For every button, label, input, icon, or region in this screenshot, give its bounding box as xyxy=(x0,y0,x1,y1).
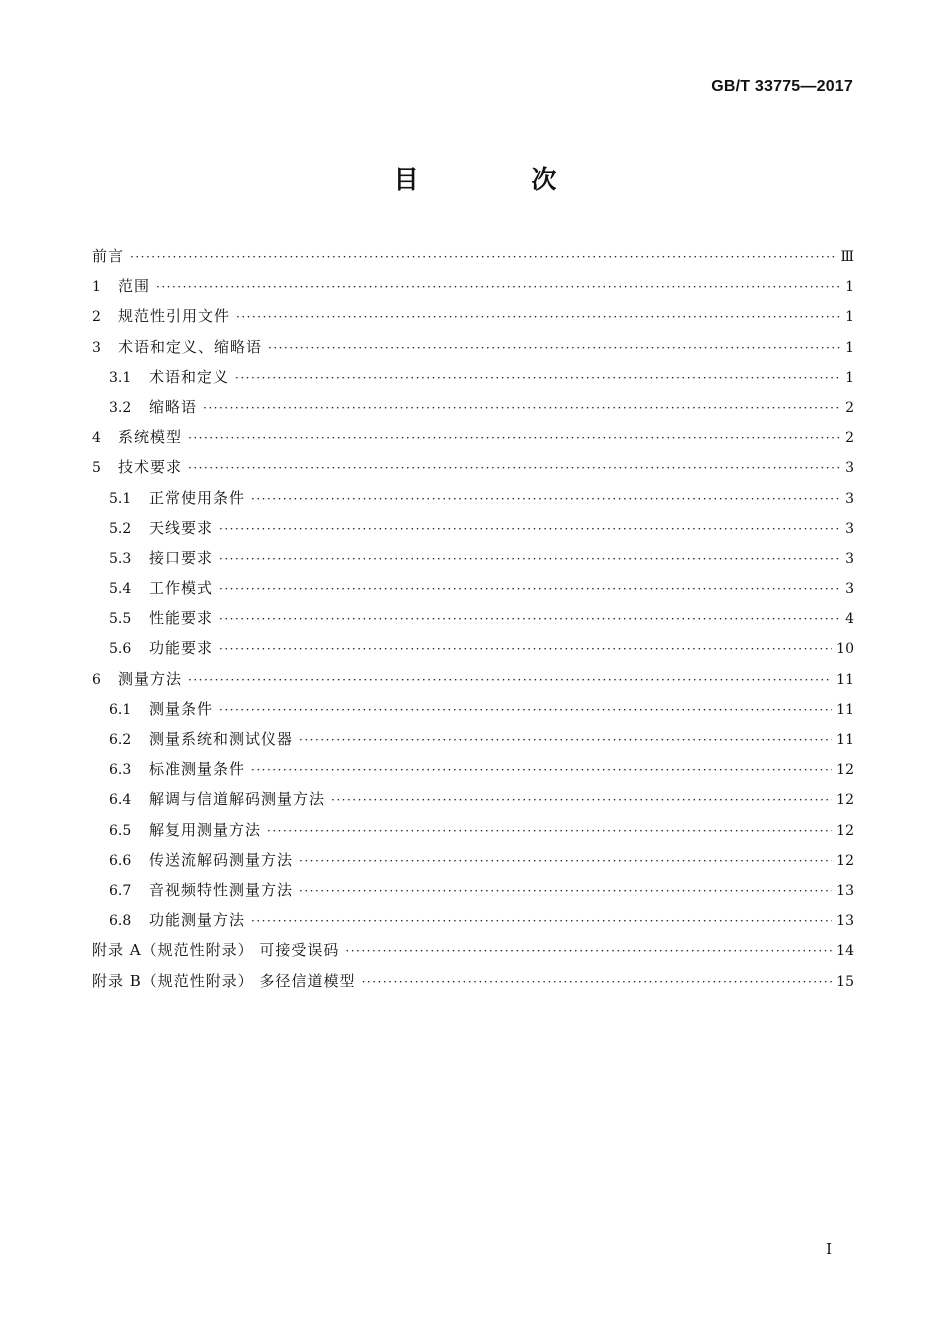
toc-dot-leader xyxy=(267,816,832,846)
toc-dot-leader xyxy=(299,876,832,906)
toc-entry-label: 标准测量条件 xyxy=(149,760,246,779)
toc-entry[interactable] xyxy=(92,452,854,482)
toc-dot-leader xyxy=(251,484,840,514)
toc-entry-number: 3.2 xyxy=(109,399,132,416)
toc-dot-leader xyxy=(130,242,836,272)
toc-entry-label: 功能测量方法 xyxy=(149,911,246,930)
toc-entry-number: 5.1 xyxy=(109,490,132,507)
toc-entry[interactable] xyxy=(92,784,854,814)
toc-entry[interactable] xyxy=(92,392,854,422)
toc-entry-page: 3 xyxy=(845,490,854,507)
toc-dot-leader xyxy=(362,967,833,997)
toc-entry[interactable] xyxy=(92,422,854,452)
toc-entry-page: 3 xyxy=(845,520,854,537)
toc-dot-leader xyxy=(251,906,832,936)
toc-dot-leader xyxy=(235,363,840,393)
toc-dot-leader xyxy=(251,755,832,785)
toc-entry-page: 13 xyxy=(836,882,854,899)
toc-entry-number: 3 xyxy=(92,339,101,356)
toc-entry-page: 12 xyxy=(836,792,854,809)
toc-entry-number: 5 xyxy=(92,460,101,477)
toc-entry[interactable] xyxy=(92,754,854,784)
toc-entry-label: 接口要求 xyxy=(149,548,214,567)
toc-title: 目 次 xyxy=(393,165,609,194)
toc-entry-page: 14 xyxy=(836,943,854,960)
toc-dot-leader xyxy=(299,725,832,755)
toc-entry-number: 5.2 xyxy=(109,520,132,537)
toc-dot-leader xyxy=(219,604,840,634)
toc-entry-number: 6 xyxy=(92,671,101,688)
toc-entry-label: 附录 B（规范性附录） 多径信道模型 xyxy=(92,971,356,990)
toc-entry-number: 5.5 xyxy=(109,611,132,628)
toc-entry[interactable] xyxy=(92,332,854,362)
toc-entry-label: 测量条件 xyxy=(149,699,214,718)
toc-entry-number: 6.6 xyxy=(109,852,132,869)
toc-entry-number: 5.6 xyxy=(109,641,132,658)
toc-entry-page: 11 xyxy=(836,732,854,748)
toc-entry[interactable] xyxy=(92,724,854,754)
toc-entry-label: 附录 A（规范性附录） 可接受误码 xyxy=(92,941,340,960)
toc-entry-page: 1 xyxy=(845,369,854,386)
toc-dot-leader xyxy=(156,272,840,302)
footer-page-number: I xyxy=(826,1240,832,1258)
toc-entry-page: 11 xyxy=(836,671,854,688)
toc-entry[interactable] xyxy=(92,935,854,965)
toc-dot-leader xyxy=(219,634,832,664)
toc-entry-label: 解复用测量方法 xyxy=(149,820,262,839)
toc-entry[interactable] xyxy=(92,815,854,845)
toc-entry-label: 技术要求 xyxy=(118,458,183,477)
toc-dot-leader xyxy=(219,544,840,574)
toc-entry-number: 1 xyxy=(92,279,101,296)
toc-entry-number: 3.1 xyxy=(109,369,132,386)
toc-entry-label: 测量系统和测试仪器 xyxy=(149,730,294,748)
toc-entry-label: 音视频特性测量方法 xyxy=(149,880,294,899)
toc-entry[interactable] xyxy=(92,664,854,694)
toc-entry-number: 6.3 xyxy=(109,762,132,779)
toc-entry-number: 6.5 xyxy=(109,822,132,839)
toc-entry[interactable] xyxy=(92,966,854,996)
toc-entry-page: 13 xyxy=(836,913,854,930)
toc-entry-page: 4 xyxy=(845,611,854,628)
toc-entry-page: 12 xyxy=(836,822,854,839)
toc-entry-label: 规范性引用文件 xyxy=(118,307,231,326)
toc-entry[interactable] xyxy=(92,603,854,633)
toc-entry-page: Ⅲ xyxy=(840,249,854,265)
toc-entry-label: 工作模式 xyxy=(149,579,214,598)
toc-entry-number: 6.1 xyxy=(109,701,132,718)
toc-entry-label: 术语和定义、缩略语 xyxy=(118,337,263,356)
toc-dot-leader xyxy=(188,665,832,695)
toc-dot-leader xyxy=(219,514,840,544)
toc-entry-label: 范围 xyxy=(118,277,151,296)
toc-entry-label: 缩略语 xyxy=(149,397,198,416)
toc-entry-number: 6.2 xyxy=(109,732,132,748)
toc-entry[interactable] xyxy=(92,573,854,603)
toc-dot-leader xyxy=(203,393,840,423)
toc-entry-page: 1 xyxy=(845,339,854,356)
toc-dot-leader xyxy=(188,453,840,483)
toc-entry-label: 正常使用条件 xyxy=(149,488,246,507)
toc-entry-number: 5.3 xyxy=(109,550,132,567)
toc-entry-label: 前言 xyxy=(92,247,125,265)
document-code: GB/T 33775—2017 xyxy=(711,78,853,95)
toc-entry[interactable] xyxy=(92,875,854,905)
toc-dot-leader xyxy=(268,333,840,363)
toc-entry-page: 1 xyxy=(845,309,854,326)
toc-entry-number: 4 xyxy=(92,430,101,447)
table-of-contents xyxy=(92,241,854,996)
toc-entry-number: 2 xyxy=(92,309,101,326)
toc-entry[interactable] xyxy=(92,905,854,935)
toc-entry-page: 3 xyxy=(845,581,854,598)
toc-entry-label: 测量方法 xyxy=(118,669,183,688)
toc-dot-leader xyxy=(219,574,840,604)
toc-dot-leader xyxy=(188,423,840,453)
toc-entry[interactable] xyxy=(92,362,854,392)
toc-entry-page: 3 xyxy=(845,550,854,567)
toc-entry[interactable] xyxy=(92,301,854,331)
toc-entry-page: 1 xyxy=(845,279,854,296)
toc-entry[interactable] xyxy=(92,543,854,573)
toc-entry[interactable] xyxy=(92,271,854,301)
toc-entry-number: 5.4 xyxy=(109,581,132,598)
toc-entry-label: 性能要求 xyxy=(149,609,214,628)
toc-entry-label: 传送流解码测量方法 xyxy=(149,850,294,869)
toc-entry-label: 系统模型 xyxy=(118,428,183,447)
toc-entry-label: 解调与信道解码测量方法 xyxy=(149,790,326,809)
toc-entry-page: 12 xyxy=(836,762,854,779)
toc-dot-leader xyxy=(331,785,832,815)
toc-entry-label: 术语和定义 xyxy=(149,367,230,386)
toc-entry[interactable] xyxy=(92,483,854,513)
toc-entry-page: 15 xyxy=(836,973,854,990)
toc-entry-label: 天线要求 xyxy=(149,518,214,537)
toc-entry-number: 6.4 xyxy=(109,792,132,809)
toc-entry[interactable] xyxy=(92,633,854,663)
toc-dot-leader xyxy=(236,302,840,332)
toc-entry[interactable] xyxy=(92,241,854,271)
toc-dot-leader xyxy=(299,846,832,876)
toc-entry-number: 6.8 xyxy=(109,913,132,930)
toc-entry-label: 功能要求 xyxy=(149,639,214,658)
toc-entry[interactable] xyxy=(92,694,854,724)
toc-dot-leader xyxy=(219,695,832,725)
toc-entry-page: 2 xyxy=(845,399,854,416)
toc-entry-page: 12 xyxy=(836,852,854,869)
toc-dot-leader xyxy=(345,936,832,966)
toc-entry-number: 6.7 xyxy=(109,882,132,899)
toc-entry[interactable] xyxy=(92,845,854,875)
toc-entry[interactable] xyxy=(92,513,854,543)
toc-entry-page: 11 xyxy=(836,701,854,718)
toc-entry-page: 10 xyxy=(836,641,854,658)
toc-entry-page: 2 xyxy=(845,430,854,447)
toc-entry-page: 3 xyxy=(845,460,854,477)
